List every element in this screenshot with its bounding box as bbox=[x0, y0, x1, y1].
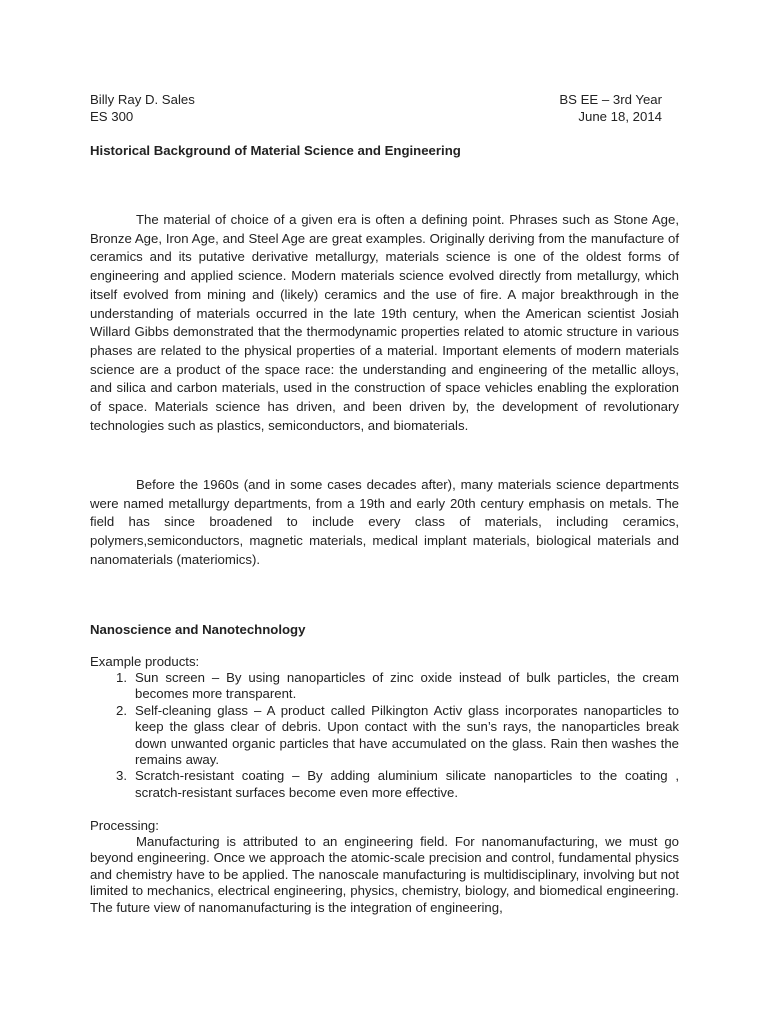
paragraph-2: Before the 1960s (and in some cases decades after), many materials science departments were named metallurgy departments, from a 19th and early 20th century emphasis on metals. The field has since broadened to include every class of materials, including ceramics, polymers,semiconductors, magnetic materials, medical implant materials, biological materials and nanomaterials (materiomics). bbox=[90, 477, 679, 567]
list-item bbox=[90, 703, 679, 769]
list-item-text: Sun screen – By using nanoparticles of zinc oxide instead of bulk particles, the cream becomes more transparent. bbox=[135, 670, 679, 702]
document-title: Historical Background of Material Science and Engineering bbox=[90, 143, 461, 158]
processing-label: Processing: bbox=[90, 818, 159, 833]
document-date: June 18, 2014 bbox=[578, 108, 662, 124]
example-products-list bbox=[90, 670, 679, 801]
list-item-text: Scratch-resistant coating – By adding aluminium silicate nanoparticles to the coating , scratch-resistant surfaces become even more effective. bbox=[135, 768, 679, 800]
section-heading-nanoscience: Nanoscience and Nanotechnology bbox=[90, 622, 306, 637]
processing-paragraph: Manufacturing is attributed to an engineering field. For nanomanufacturing, we must go beyond engineering. Once we approach the atomic-scale precision and control, fundamental physics and chemistry have to be applied. The nanoscale manufacturing is multidisciplinary, involving but not limited to mechanics, electrical engineering, physics, chemistry, biology, and biomedical engineering. The future view of nanomanufacturing is the integration of engineering, bbox=[90, 834, 679, 915]
course-year: BS EE – 3rd Year bbox=[559, 92, 662, 107]
list-item bbox=[90, 768, 679, 801]
header-row-2 bbox=[90, 109, 662, 126]
list-item-number: 2. bbox=[116, 702, 127, 718]
list-item-number: 3. bbox=[116, 768, 127, 784]
list-item bbox=[90, 670, 679, 703]
author-name: Billy Ray D. Sales bbox=[90, 92, 195, 107]
example-products-label: Example products: bbox=[90, 654, 200, 669]
subject-code: ES 300 bbox=[90, 108, 134, 124]
paragraph-1: The material of choice of a given era is often a defining point. Phrases such as Stone Age, Bronze Age, Iron Age, and Steel Age are great examples. Originally deriving from the manufacture of ceramics and its putative derivative metallurgy, materials science is one of the oldest forms of engineering and applied science. Modern materials science evolved directly from metallurgy, which itself evolved from mining and (likely) ceramics and the use of fire. A major breakthrough in the understanding of materials occurred in the late 19th century, when the American scientist Josiah Willard Gibbs demonstrated that the thermodynamic properties related to atomic structure in various phases are related to the physical properties of a material. Important elements of modern materials science are a product of the space race: the understanding and engineering of the metallic alloys, and silica and carbon materials, used in the construction of space vehicles enabling the exploration of space. Materials science has driven, and been driven by, the development of revolutionary technologies such as plastics, semiconductors, and biomaterials. bbox=[90, 212, 679, 433]
list-item-text: Self-cleaning glass – A product called Pilkington Activ glass incorporates nanoparticles to keep the glass clear of debris. Upon contact with the sun’s rays, the nanoparticles break down unwanted organic particles that have accumulated on the glass. Rain then washes the remains away. bbox=[135, 702, 679, 768]
header-row-1 bbox=[90, 92, 662, 109]
document-header bbox=[90, 92, 662, 125]
list-item-number: 1. bbox=[116, 670, 127, 685]
